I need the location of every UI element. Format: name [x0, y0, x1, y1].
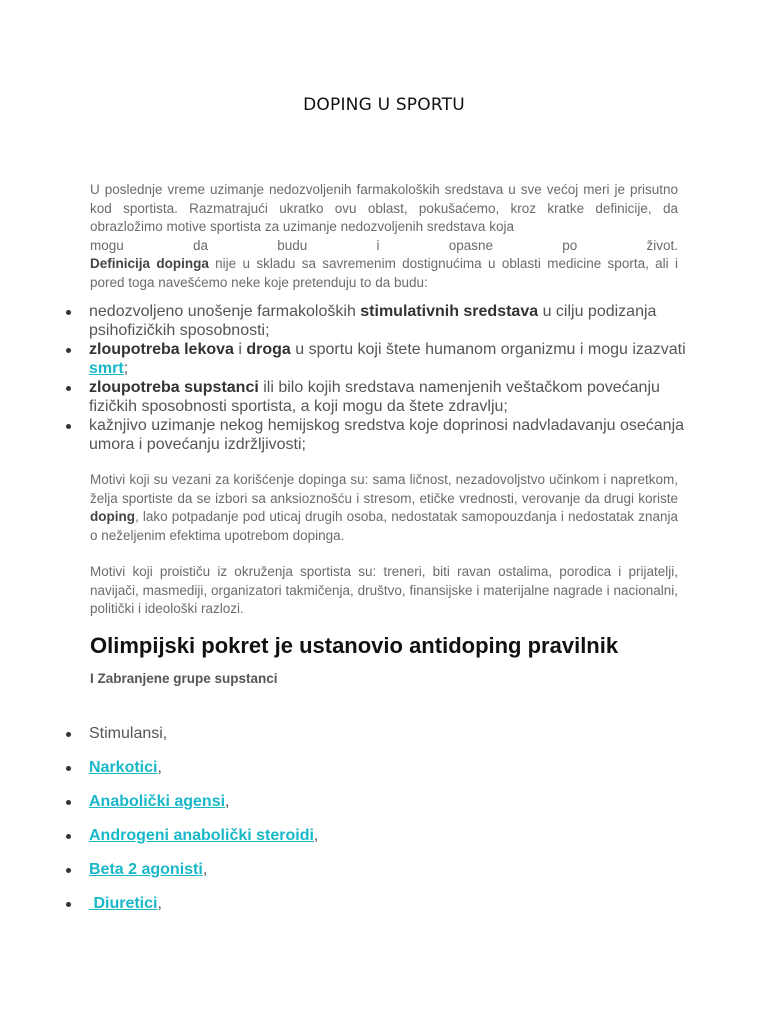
androgeni-steroidi-link[interactable]: Androgeni anabolički steroidi — [89, 827, 314, 844]
intro-text-1: U poslednje vreme uzimanje nedozvoljenih farmakoloških sredstava u sve većoj meri je prisutno kod sportista. Razmatrajući ukratko ovu oblast, pokušaćemo, kroz kratke definicije, da obrazložimo motive sportista za uzimanje nedozvoljenih sredstava koja — [90, 182, 678, 234]
list-bold: stimulativnih sredstava — [360, 303, 539, 320]
list-item — [66, 416, 686, 454]
section-heading: Olimpijski pokret je ustanovio antidoping pravilnik — [90, 633, 619, 658]
list-item — [66, 302, 686, 340]
bullet-icon — [66, 386, 71, 391]
list-separator: , — [313, 827, 319, 844]
list-item — [66, 724, 318, 758]
list-text: u cilju podizanja psihofizičkih sposobnosti; — [89, 303, 657, 339]
list-item — [66, 758, 318, 792]
intro-bold-definition: Definicija dopinga — [90, 256, 209, 271]
list-separator: , — [157, 895, 162, 912]
substance-list — [66, 724, 318, 928]
motives-paragraph-personal — [90, 471, 678, 545]
smrt-link[interactable]: smrt — [89, 360, 124, 377]
list-bold: zloupotreba supstanci — [89, 379, 259, 396]
bullet-icon — [66, 732, 71, 737]
anabolicki-agensi-link[interactable]: Anabolički agensi — [89, 793, 226, 810]
list-text: kažnjivo uzimanje nekog hemijskog sredstva koje doprinosi nadvladavanju osećanja umora i povećanju izdržljivosti; — [89, 417, 685, 453]
bullet-icon — [66, 310, 71, 315]
list-bold: zloupotreba lekova — [89, 341, 234, 358]
list-item — [66, 340, 686, 378]
list-bold: droga — [246, 341, 291, 358]
diuretici-link[interactable]: Diuretici — [89, 895, 158, 912]
bullet-icon — [66, 868, 71, 873]
definition-list — [66, 302, 686, 454]
list-text: Stimulansi, — [89, 725, 168, 742]
paragraph-bold: doping — [90, 509, 135, 524]
list-text: u sportu koji štete humanom organizmu i mogu izazvati — [290, 341, 686, 358]
list-text: nedozvoljeno unošenje farmakoloških — [89, 303, 361, 320]
section-subheading: I Zabranjene grupe supstanci — [90, 671, 278, 686]
paragraph-text: Motivi koji su vezani za korišćenje dopinga su: sama ličnost, nezadovoljstvo učinkom i napretkom, želja sportiste da se izbori sa anksioznošću i stresom, etičke vrednosti, verovanje da drugi koriste — [90, 472, 678, 506]
intro-text-3: nije u skladu sa savremenim dostignućima u oblasti medicine sporta, ali i pored toga navešćemo neke koje pretenduju to da budu: — [90, 256, 678, 290]
list-separator: , — [202, 861, 208, 878]
bullet-icon — [66, 834, 71, 839]
list-item — [66, 860, 318, 894]
narkotici-link[interactable]: Narkotici — [89, 759, 158, 776]
beta-2-agonisti-link[interactable]: Beta 2 agonisti — [89, 861, 203, 878]
list-item — [66, 378, 686, 416]
list-separator: , — [157, 759, 162, 776]
list-text: ili bilo kojih sredstava namenjenih veštačkom povećanju fizičkih sposobnosti sportista, a koji mogu da štete zdravlju; — [89, 379, 660, 415]
motives-paragraph-environment: Motivi koji proističu iz okruženja sportista su: treneri, biti ravan ostalima, porodica i prijatelji, navijači, masmediji, organizatori takmičenja, društvo, finansijske i materijalne nagrade i nacionalni, politički i ideološki razlozi. — [90, 564, 678, 616]
bullet-icon — [66, 766, 71, 771]
list-item — [66, 792, 318, 826]
bullet-icon — [66, 424, 71, 429]
bullet-icon — [66, 902, 71, 907]
list-text: ; — [123, 360, 129, 377]
bullet-icon — [66, 800, 71, 805]
list-item — [66, 826, 318, 860]
paragraph-text: , lako potpadanje pod uticaj drugih osoba, nedostatak samopouzdanja i nedostatak znanja o neželjenim efektima upotrebom dopinga. — [90, 509, 678, 543]
list-separator: , — [225, 793, 230, 810]
bullet-icon — [66, 348, 71, 353]
list-item — [66, 894, 318, 928]
list-text: i — [233, 341, 247, 358]
intro-text-2: mogu da budu i opasne po život. — [90, 237, 678, 253]
intro-paragraph — [90, 181, 678, 292]
page-title: DOPING U SPORTU — [303, 95, 465, 115]
